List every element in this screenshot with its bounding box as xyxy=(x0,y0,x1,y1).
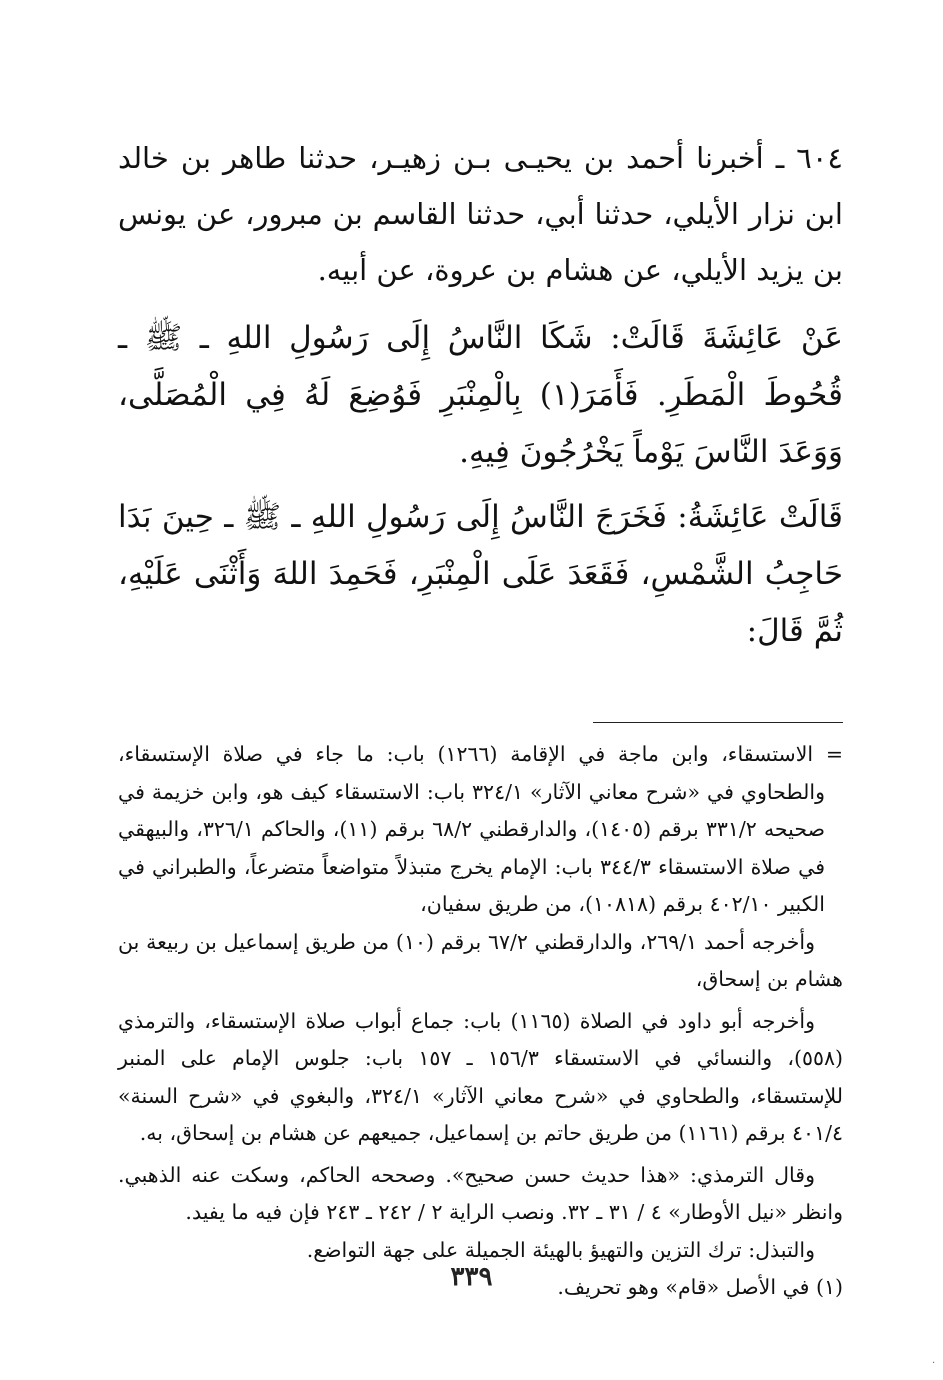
footnote-continuation: = الاستسقاء، وابن ماجة في الإقامة (١٢٦٦) باب: ما جاء في صلاة الإستسقاء، والطحاوي في «شرح معاني الآثار» ٣٢٤/١ باب: الاستسقاء كيف هو، وابن خزيمة في صحيحه ٣٣١/٢ برقم (١٤٠٥)، والدارقطني ٦٨/٢ برقم (١١)، والحاكم ٣٢٦/١، والبيهقي في صلاة الاستسقاء ٣٤٤/٣ باب: الإمام يخرج متبذلاً متواضعاً متضرعاً، والطبراني في الكبير ٤٠٢/١٠ برقم (١٠٨١٨)، من طريق سفيان، xyxy=(118,742,843,916)
footnote-definition: والتبذل: ترك التزين والتهيؤ بالهيئة الجميلة على جهة التواضع. xyxy=(306,1237,815,1262)
footnote-paragraph: وأخرجه أبو داود في الصلاة (١١٦٥) باب: جماع أبواب صلاة الإستسقاء، والترمذي (٥٥٨)، والنسائي في الاستسقاء ١٥٦/٣ ـ ١٥٧ باب: جلوس الإمام على المنبر للإستسقاء، والطحاوي في «شرح معاني الآثار» ٣٢٤/١، والبغوي في «شرح السنة» ٤٠١/٤ برقم (١١٦١) من طريق حاتم بن إسماعيل، جميعهم عن هشام بن إسحاق، به. xyxy=(118,1008,844,1145)
hadith-paragraph-1: عَنْ عَائِشَةَ قَالَتْ: شَكَا النَّاسُ إِلَى رَسُولِ اللهِ ـ ﷺ ـ قُحُوطَ الْمَطَرِ. فَأَمَرَ(١) بِالْمِنْبَرِ فَوُضِعَ لَهُ فِي الْمُصَلَّى، وَوَعَدَ النَّاسَ يَوْماً يَخْرُجُونَ فِيهِ. xyxy=(118,320,843,470)
footnotes xyxy=(118,736,843,1307)
isnad-paragraph: ٦٠٤ ـ أخبرنا أحمد بن يحيـى بـن زهيـر، حدثنا طاهر بن خالد ابن نزار الأيلي، حدثنا أبي، حدثنا القاسم بن مبرور، عن يونس بن يزيد الأيلي، عن هشام بن عروة، عن أبيه. xyxy=(118,141,843,287)
page-number: ٣٣٩ xyxy=(450,1262,493,1292)
footnote-1: (١) في الأصل «قام» وهو تحريف. xyxy=(557,1275,843,1299)
footnote-paragraph: وأخرجه أحمد ٢٦٩/١، والدارقطني ٦٧/٢ برقم (١٠) من طريق إسماعيل بن ربيعة بن هشام بن إسحاق، xyxy=(118,929,843,991)
footnote-divider xyxy=(593,722,843,723)
hadith-paragraph-2: قَالَتْ عَائِشَةُ: فَخَرَجَ النَّاسُ إِلَى رَسُولِ اللهِ ـ ﷺ ـ حِينَ بَدَا حَاجِبُ الشَّمْسِ، فَقَعَدَ عَلَى الْمِنْبَرِ، فَحَمِدَ اللهَ وَأَثْنَى عَلَيْهِ، ثُمَّ قَالَ: xyxy=(118,499,843,649)
scan-mark: · xyxy=(932,1358,936,1369)
footnote-paragraph: وقال الترمذي: «هذا حديث حسن صحيح». وصححه الحاكم، وسكت عنه الذهبي. وانظر «نيل الأوطار» ٤ / ٣١ ـ ٣٢. ونصب الراية ٢ / ٢٤٢ ـ ٢٤٣ فإن فيه ما يفيد. xyxy=(118,1162,843,1224)
